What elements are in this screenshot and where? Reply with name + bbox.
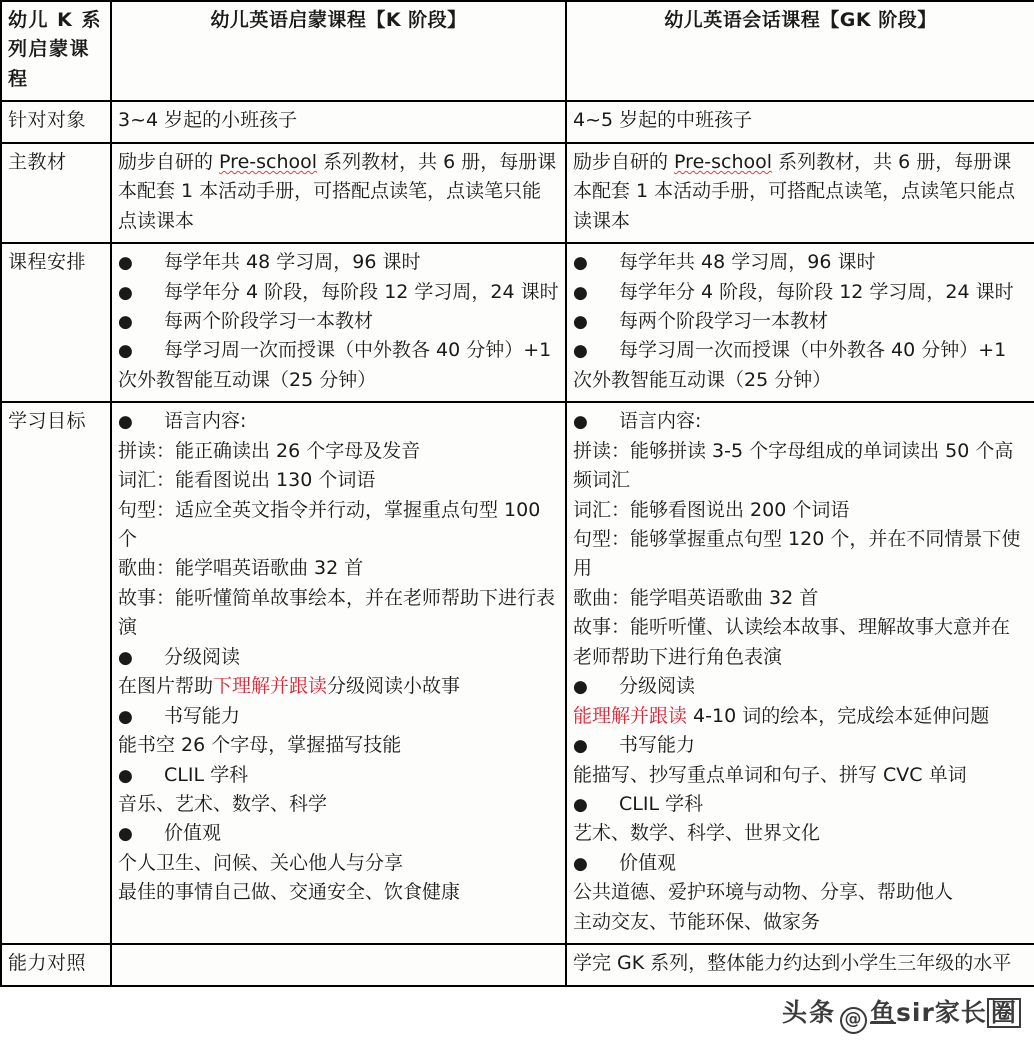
goal-block-list-gk <box>573 407 1028 937</box>
text-line: 个人卫生、问候、关心他人与分享 <box>118 851 404 874</box>
watermark-author-fish: 鱼 <box>870 998 897 1027</box>
bullet-text: 每学年共 48 学习周，96 课时 <box>164 251 421 274</box>
bullet-text: 书写能力 <box>619 734 696 757</box>
bullet-text: 语言内容: <box>619 410 702 433</box>
bullet-text: CLIL 学科 <box>164 763 249 786</box>
text-line: 最佳的事情自己做、交通安全、饮食健康 <box>118 881 461 904</box>
text-line: 能书空 26 个字母，掌握描写技能 <box>118 734 402 757</box>
text-line: 艺术、数学、科学、世界文化 <box>573 822 821 845</box>
row-label-main-textbook: 主教材 <box>1 143 111 243</box>
bullet-text: 每学习周一次而授课（中外教各 40 分钟）+1 次外教智能互动课（25 分钟） <box>573 339 1007 391</box>
text-line <box>118 148 559 236</box>
watermark-author-circle: 圈 <box>987 998 1021 1028</box>
bullet-text: 书写能力 <box>164 704 241 727</box>
textbook-prefix: 励步自研的 <box>118 150 220 173</box>
cell-gk-ability-comparison <box>566 944 1034 985</box>
table-row-ability-comparison <box>1 944 1034 985</box>
bullet-dot-icon: ● <box>573 282 588 303</box>
text-post: 4-10 词的绘本，完成绘本延伸问题 <box>687 704 990 727</box>
bullet-item <box>573 248 1028 277</box>
bullet-dot-icon: ● <box>118 824 133 845</box>
spellcheck-term: Pre-school <box>219 150 318 173</box>
text-line: 学完 GK 系列，整体能力约达到小学生三年级的水平 <box>573 952 1012 975</box>
text-line <box>573 148 1028 236</box>
textbook-suffix: 系列教材，共 6 册，每册课本配套 1 本活动手册，可搭配点读笔，点读笔只能点读课本 <box>573 150 1016 232</box>
text-line: 词汇：能看图说出 130 个词语 <box>118 469 376 492</box>
text-line: 句型：能够掌握重点句型 120 个，并在不同情景下使用 <box>573 528 1021 580</box>
row-label-learning-goals: 学习目标 <box>1 402 111 944</box>
bullet-dot-icon: ● <box>573 853 588 874</box>
highlighted-text: 下理解并跟读 <box>213 675 328 698</box>
header-series-label: 幼儿 K 系列启蒙课程 <box>1 1 111 101</box>
cell-gk-target-audience <box>566 101 1034 142</box>
cell-k-course-schedule <box>111 243 566 402</box>
row-label-target-audience: 针对对象 <box>1 101 111 142</box>
row-label-ability-comparison: 能力对照 <box>1 944 111 985</box>
cell-gk-learning-goals <box>566 402 1034 944</box>
bullet-dot-icon: ● <box>573 794 588 815</box>
bullet-text: 每学年分 4 阶段，每阶段 12 学习周，24 课时 <box>164 280 559 303</box>
watermark-source: 头条 <box>782 998 837 1027</box>
text-line <box>118 672 559 701</box>
bullet-item <box>573 278 1028 307</box>
bullet-item <box>118 702 559 731</box>
text-line: 故事：能听听懂、认读绘本故事、理解故事大意并在老师帮助下进行角色表演 <box>573 616 1011 668</box>
spellcheck-term: Pre-school <box>674 150 773 173</box>
bullet-text: 每学习周一次而授课（中外教各 40 分钟）+1 次外教智能互动课（25 分钟） <box>118 339 552 391</box>
table-row-course-schedule <box>1 243 1034 402</box>
bullet-dot-icon: ● <box>118 282 133 303</box>
bullet-dot-icon: ● <box>573 677 588 698</box>
bullet-text: 分级阅读 <box>619 675 696 698</box>
cell-gk-main-textbook <box>566 143 1034 243</box>
at-icon: @ <box>840 1007 867 1034</box>
goal-block-list-k <box>118 407 559 907</box>
bullet-dot-icon: ● <box>573 311 588 332</box>
bullet-dot-icon: ● <box>118 706 133 727</box>
bullet-item <box>573 790 1028 819</box>
cell-k-learning-goals <box>111 402 566 944</box>
text-line: 故事：能听懂简单故事绘本，并在老师帮助下进行表演 <box>118 586 556 639</box>
bullet-dot-icon: ● <box>118 765 133 786</box>
bullet-item <box>118 278 559 307</box>
text-line: 歌曲：能学唱英语歌曲 32 首 <box>573 586 819 609</box>
text-pre: 在图片帮助 <box>118 675 214 698</box>
text-line <box>573 702 1028 731</box>
bullet-dot-icon: ● <box>118 311 133 332</box>
text-line: 歌曲：能学唱英语歌曲 32 首 <box>118 557 364 580</box>
bullet-item <box>118 307 559 336</box>
text-line: 拼读：能正确读出 26 个字母及发音 <box>118 439 421 462</box>
text-line: 词汇：能够看图说出 200 个词语 <box>573 498 850 521</box>
bullet-dot-icon: ● <box>118 412 133 433</box>
text-line: 3~4 岁起的小班孩子 <box>118 109 298 132</box>
text-line: 音乐、艺术、数学、科学 <box>118 792 328 815</box>
textbook-suffix: 系列教材，共 6 册，每册课本配套 1 本活动手册，可搭配点读笔，点读笔只能点读课本 <box>118 150 557 232</box>
bullet-dot-icon: ● <box>118 253 133 274</box>
table-row-target-audience <box>1 101 1034 142</box>
bullet-text: 每两个阶段学习一本教材 <box>164 309 374 332</box>
textbook-prefix: 励步自研的 <box>573 150 675 173</box>
bullet-dot-icon: ● <box>573 253 588 274</box>
cell-gk-course-schedule <box>566 243 1034 402</box>
watermark <box>782 993 1021 1034</box>
text-line: 拼读：能够拼读 3-5 个字母组成的单词读出 50 个高频词汇 <box>573 439 1014 492</box>
watermark-author-mid: sir家长 <box>896 998 987 1027</box>
bullet-item <box>118 407 559 436</box>
text-line: 主动交友、节能环保、做家务 <box>573 910 821 933</box>
cell-k-target-audience <box>111 101 566 142</box>
row-label-course-schedule: 课程安排 <box>1 243 111 402</box>
bullet-dot-icon: ● <box>118 341 133 362</box>
bullet-text: 每两个阶段学习一本教材 <box>619 309 829 332</box>
bullet-text: 价值观 <box>619 851 677 874</box>
text-line: 能描写、抄写重点单词和句子、拼写 CVC 单词 <box>573 763 967 786</box>
bullet-item <box>573 307 1028 336</box>
bullet-item <box>573 407 1028 436</box>
highlighted-text: 能理解并跟读 <box>573 704 688 727</box>
table-row-learning-goals <box>1 402 1034 944</box>
bullet-dot-icon: ● <box>118 647 133 668</box>
bullet-item <box>573 731 1028 760</box>
text-line: 句型：适应全英文指令并行动，掌握重点句型 100 个 <box>118 498 541 550</box>
table-header-row <box>1 1 1034 101</box>
bullet-dot-icon: ● <box>573 412 588 433</box>
header-course-k: 幼儿英语启蒙课程【K 阶段】 <box>111 1 566 101</box>
bullet-text: 每学年共 48 学习周，96 课时 <box>619 251 876 274</box>
header-course-gk: 幼儿英语会话课程【GK 阶段】 <box>566 1 1034 101</box>
bullet-item <box>573 336 1028 395</box>
bullet-item <box>118 643 559 672</box>
text-line: 公共道德、爱护环境与动物、分享、帮助他人 <box>573 881 954 904</box>
text-line: 4~5 岁起的中班孩子 <box>573 109 753 132</box>
bullet-dot-icon: ● <box>573 736 588 757</box>
bullet-text: 分级阅读 <box>164 645 241 668</box>
cell-k-ability-comparison <box>111 944 566 985</box>
bullet-item <box>118 761 559 790</box>
bullet-item <box>118 336 559 395</box>
bullet-text: 每学年分 4 阶段，每阶段 12 学习周，24 课时 <box>619 280 1014 303</box>
text-post: 分级阅读小故事 <box>327 675 461 698</box>
bullet-item <box>118 819 559 848</box>
cell-k-main-textbook <box>111 143 566 243</box>
bullet-item <box>573 849 1028 878</box>
bullet-text: CLIL 学科 <box>619 792 704 815</box>
bullet-item <box>118 248 559 277</box>
table-row-main-textbook <box>1 143 1034 243</box>
bullet-dot-icon: ● <box>573 341 588 362</box>
bullet-item <box>573 672 1028 701</box>
bullet-text: 价值观 <box>164 822 222 845</box>
bullet-text: 语言内容: <box>164 410 247 433</box>
